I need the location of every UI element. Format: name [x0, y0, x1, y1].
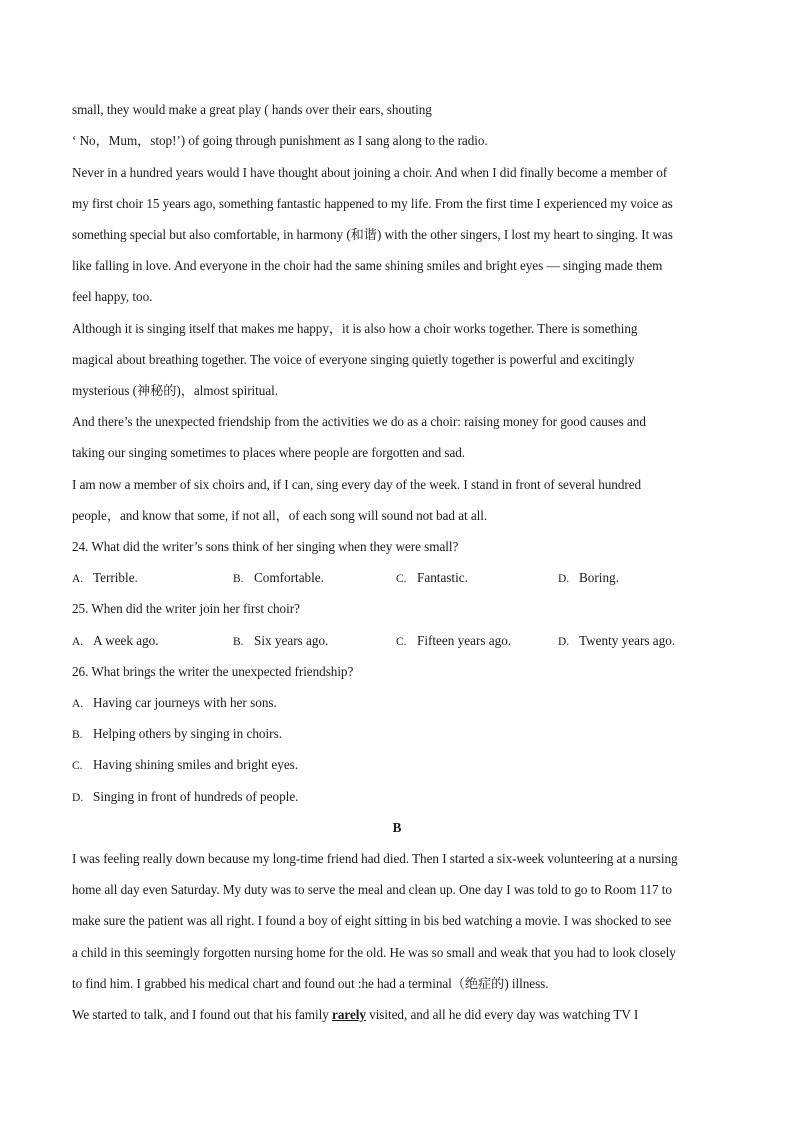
- section-b-line-3: make sure the patient was all right. I found a boy of eight sitting in bis bed watching a movie. I was shocked to see: [72, 913, 672, 928]
- question-24-option-b: B. Comfortable.: [233, 570, 324, 585]
- passage-a-line-4: my first choir 15 years ago, something fantastic happened to my life. From the first time I experienced my voice as: [72, 196, 673, 211]
- passage-a-line-14: people，and know that some, if not all，of each song will sound not bad at all.: [72, 508, 488, 523]
- question-25-stem: 25. When did the writer join her first choir?: [72, 601, 300, 616]
- section-b-line-5: to find him. I grabbed his medical chart and found out :he had a terminal（绝症的) illness.: [72, 976, 549, 991]
- question-24-option-d: D. Boring.: [558, 570, 619, 585]
- passage-a-line-2: ‘ No，Mum，stop!’) of going through punishment as I sang along to the radio.: [72, 133, 488, 148]
- passage-a-line-5: something special but also comfortable, in harmony (和谐) with the other singers, I lost my heart to singing. It was: [72, 227, 673, 242]
- question-25-option-a: A. A week ago.: [72, 633, 159, 648]
- question-26-option-b: B. Helping others by singing in choirs.: [72, 726, 283, 741]
- question-26-option-c: C. Having shining smiles and bright eyes.: [72, 757, 299, 772]
- passage-a-line-9: magical about breathing together. The voice of everyone singing quietly together is powerful and excitingly: [72, 352, 635, 367]
- passage-a-line-10: mysterious (神秘的)，almost spiritual.: [72, 383, 278, 398]
- passage-a-line-7: feel happy, too.: [72, 289, 153, 304]
- passage-a-line-1: small, they would make a great play ( hands over their ears, shouting: [72, 102, 432, 117]
- vocab-word-rarely: rarely: [332, 1007, 366, 1022]
- section-b-line-6-after: visited, and all he did every day was watching TV I: [365, 1007, 639, 1022]
- passage-a-line-11: And there’s the unexpected friendship from the activities we do as a choir: raising money for good causes and: [72, 414, 646, 429]
- passage-a-line-3: Never in a hundred years would I have thought about joining a choir. And when I did finally become a member of: [72, 165, 668, 180]
- section-b-line-2: home all day even Saturday. My duty was to serve the meal and clean up. One day I was told to go to Room 117 to: [72, 882, 672, 897]
- question-26-option-d: D. Singing in front of hundreds of people.: [72, 789, 299, 804]
- question-25-option-b: B. Six years ago.: [233, 633, 329, 648]
- question-24-option-c: C. Fantastic.: [396, 570, 468, 585]
- question-25-option-d: D. Twenty years ago.: [558, 633, 676, 648]
- passage-a-line-8: Although it is singing itself that makes me happy，it is also how a choir works together. There is something: [72, 321, 638, 336]
- question-25-option-c: C. Fifteen years ago.: [396, 633, 512, 648]
- question-26-option-a: A. Having car journeys with her sons.: [72, 695, 277, 710]
- section-b-line-4: a child in this seemingly forgotten nursing home for the old. He was so small and weak that you had to look closely: [72, 945, 676, 960]
- question-26-stem: 26. What brings the writer the unexpected friendship?: [72, 664, 354, 679]
- section-b-line-1: I was feeling really down because my long-time friend had died. Then I started a six-week volunteering at a nursing: [72, 851, 678, 866]
- passage-a-line-12: taking our singing sometimes to places where people are forgotten and sad.: [72, 445, 466, 460]
- question-25-options: [72, 633, 722, 649]
- question-24-options: [72, 570, 722, 586]
- passage-a-line-6: like falling in love. And everyone in the choir had the same shining smiles and bright eyes — singing made them: [72, 258, 663, 273]
- section-b-heading: B: [392, 820, 402, 835]
- question-24-stem: 24. What did the writer’s sons think of her singing when they were small?: [72, 539, 459, 554]
- passage-a-line-13: I am now a member of six choirs and, if I can, sing every day of the week. I stand in front of several hundred: [72, 477, 642, 492]
- question-24-option-a: A. Terrible.: [72, 570, 138, 585]
- section-b-line-6: [72, 1007, 638, 1023]
- section-b-line-6-before: We started to talk, and I found out that his family: [72, 1007, 333, 1022]
